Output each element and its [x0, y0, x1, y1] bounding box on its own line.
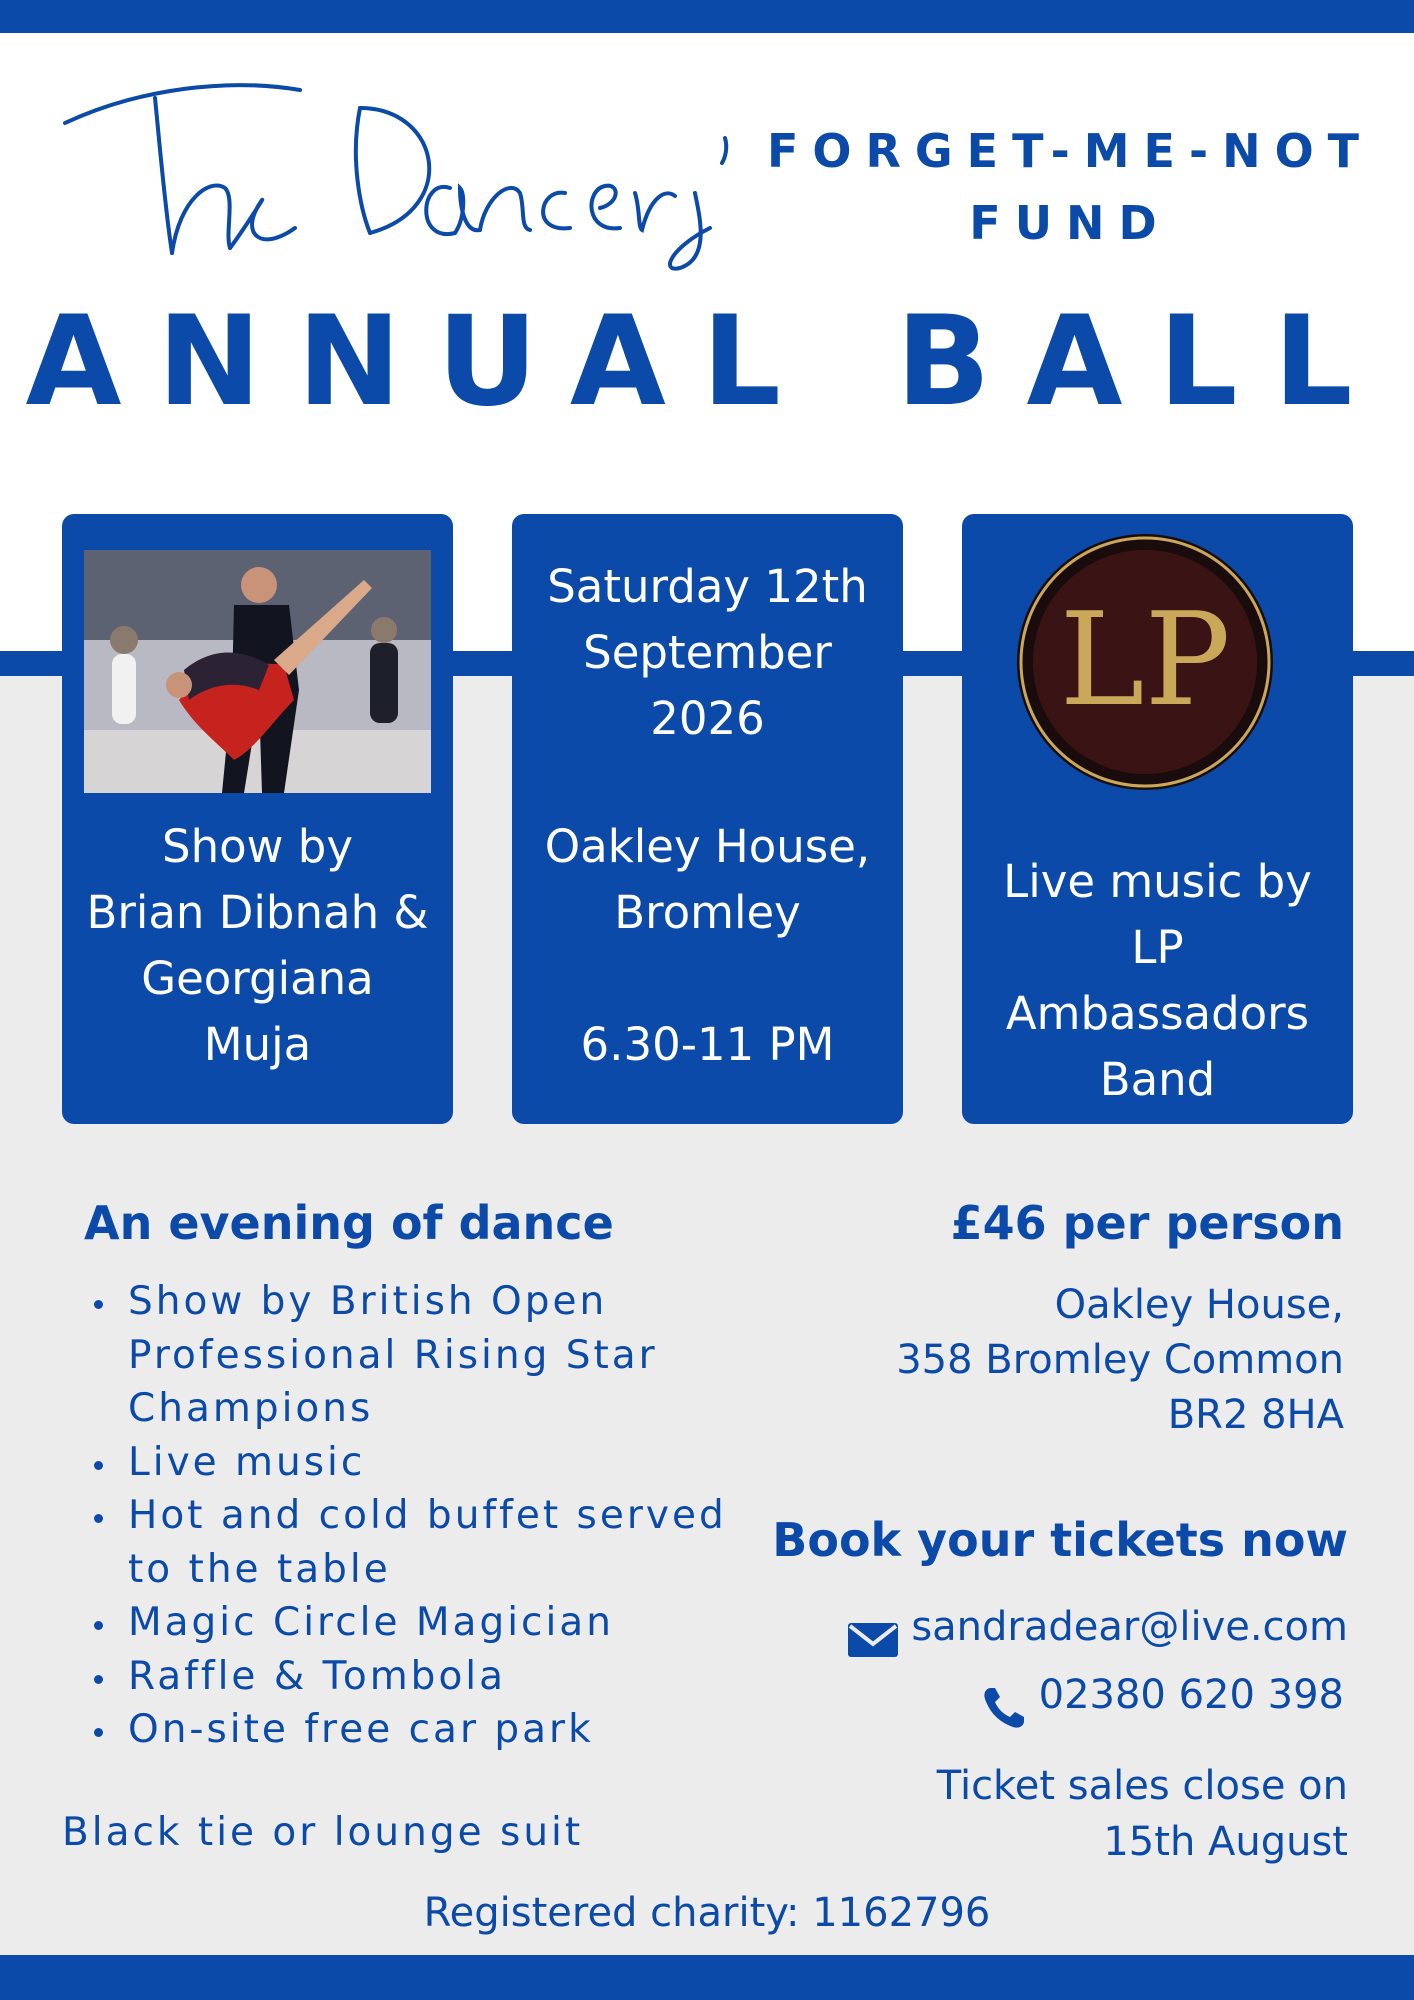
dancers-photo: [84, 550, 431, 793]
venue-address: [896, 1278, 1344, 1443]
top-border-bar: [0, 0, 1414, 33]
show-line: Show by: [162, 820, 353, 873]
list-item-line: Professional Rising Star: [128, 1332, 658, 1378]
list-item-line: Live music: [128, 1439, 366, 1485]
list-item-line: to the table: [128, 1546, 391, 1592]
date-line: September: [583, 626, 832, 679]
fund-name-line1: FORGET-ME-NOT: [766, 124, 1374, 178]
music-description: [962, 849, 1353, 1113]
ticket-deadline: [937, 1758, 1348, 1870]
music-line: Band: [1099, 1053, 1216, 1106]
booking-heading: Book your tickets now: [772, 1513, 1348, 1567]
lp-band-logo: [1015, 532, 1275, 792]
list-item: [94, 1489, 734, 1596]
list-item: [94, 1275, 734, 1436]
event-time: 6.30-11 PM: [580, 1018, 835, 1071]
phone-contact: [981, 1659, 1344, 1731]
script-title-lettering: [60, 53, 740, 278]
venue-line: Oakley House,: [544, 820, 871, 873]
show-line: Brian Dibnah &: [86, 886, 429, 939]
phone-icon: [981, 1685, 1027, 1731]
script-title: [60, 53, 740, 278]
deadline-line: 15th August: [1103, 1819, 1348, 1865]
music-line: LP: [1131, 921, 1184, 974]
bottom-border-bar: [0, 1955, 1414, 2000]
list-item-line: Champions: [128, 1386, 374, 1431]
list-item-line: Hot and cold buffet served: [128, 1493, 727, 1538]
fund-name-line2: FUND: [969, 196, 1171, 250]
show-card: [62, 514, 453, 1124]
dancers-photo-illustration: [84, 550, 431, 793]
music-line: Live music by: [1003, 855, 1312, 908]
lp-logo-text: LP: [1059, 586, 1231, 735]
show-line: Georgiana: [141, 952, 374, 1005]
event-details-card: [512, 514, 903, 1124]
email-contact: [847, 1594, 1348, 1660]
venue-line: Bromley: [614, 886, 801, 939]
date-line: Saturday 12th: [547, 560, 868, 613]
event-title: ANNUAL BALL: [25, 290, 1389, 434]
address-line: 358 Bromley Common: [896, 1337, 1344, 1383]
fund-name: [735, 124, 1405, 272]
music-line: Ambassadors: [1005, 987, 1310, 1040]
charity-number: Registered charity: 1162796: [423, 1890, 991, 1936]
address-line: BR2 8HA: [1167, 1392, 1344, 1438]
evening-highlights-list: [94, 1275, 734, 1757]
music-card: [962, 514, 1353, 1124]
ticket-price: £46 per person: [950, 1196, 1344, 1250]
show-line: Muja: [203, 1018, 312, 1071]
event-date: [512, 554, 903, 752]
email-link[interactable]: sandradear@live.com: [911, 1604, 1348, 1650]
list-item: [94, 1596, 734, 1650]
evening-heading: An evening of dance: [84, 1196, 614, 1250]
list-item: [94, 1703, 734, 1757]
list-item-line: Raffle & Tombola: [128, 1653, 507, 1699]
list-item: [94, 1650, 734, 1704]
date-line: 2026: [650, 692, 765, 745]
address-line: Oakley House,: [1054, 1282, 1344, 1328]
phone-link[interactable]: 02380 620 398: [1038, 1672, 1344, 1718]
event-venue: [512, 814, 903, 946]
deadline-line: Ticket sales close on: [936, 1763, 1348, 1809]
dress-code: Black tie or lounge suit: [62, 1810, 584, 1855]
list-item-line: Show by British Open: [128, 1279, 608, 1324]
show-description: [62, 814, 453, 1078]
envelope-icon: [847, 1620, 899, 1660]
list-item: [94, 1436, 734, 1490]
list-item-line: On-site free car park: [128, 1707, 594, 1752]
script-title-text: The Dancers': [60, 53, 166, 72]
list-item-line: Magic Circle Magician: [128, 1600, 614, 1645]
